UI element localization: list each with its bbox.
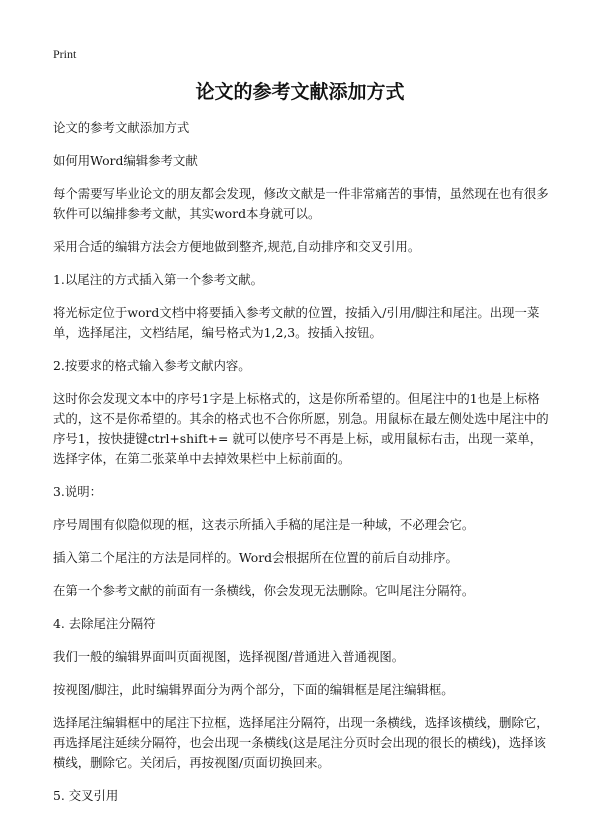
- paragraph: 在第一个参考文献的前面有一条横线，你会发现无法删除。它叫尾注分隔符。: [53, 583, 475, 598]
- paragraph: 采用合适的编辑方法会方便地做到整齐,规范,自动排序和交叉引用。: [53, 239, 421, 254]
- paragraph: 选择尾注编辑框中的尾注下拉框，选择尾注分隔符，出现一条横线，选择该横线，删除它，再选择尾注延续分隔符，也会出现一条横线(这是尾注分页时会出现的很长的横线)，选择该横线，删除它。关闭后，再按视图/页面切换回来。: [53, 715, 549, 770]
- paragraph: 按视图/脚注，此时编辑界面分为两个部分，下面的编辑框是尾注编辑框。: [53, 682, 454, 697]
- paragraph: 将光标定位于word文档中将要插入参考文献的位置，按插入/引用/脚注和尾注。出现一菜单，选择尾注，文档结尾，编号格式为1,2,3。按插入按钮。: [53, 305, 540, 340]
- paragraph: 插入第二个尾注的方法是同样的。Word会根据所在位置的前后自动排序。: [53, 550, 458, 565]
- section-heading: 4. 去除尾注分隔符: [53, 616, 156, 631]
- paragraph: 这时你会发现文本中的序号1字是上标格式的，这是你所希望的。但尾注中的1也是上标格式的，这不是你希望的。其余的格式也不合你所愿，别急。用鼠标在最左侧处选中尾注中的序号1，按快捷键ctrl+shift+= 就可以使序号不再是上标，或用鼠标右击，出现一菜单，选择字体，在第二张菜单中去掉效果栏中上标前面的。: [53, 391, 549, 466]
- paragraph: 序号周围有似隐似现的框，这表示所插入手稿的尾注是一种域，不必理会它。: [53, 517, 475, 532]
- section-heading: 1.以尾注的方式插入第一个参考文献。: [53, 272, 264, 287]
- paragraph: 我们一般的编辑界面叫页面视图，选择视图/普通进入普通视图。: [53, 649, 405, 664]
- document-body: [53, 118, 550, 819]
- paragraph: 如何用Word编辑参考文献: [53, 153, 198, 168]
- document-title: 论文的参考文献添加方式: [195, 81, 405, 103]
- section-heading: 2.按要求的格式输入参考文献内容。: [53, 358, 251, 373]
- paragraph: 每个需要写毕业论文的朋友都会发现，修改文献是一件非常痛苦的事情，虽然现在也有很多软件可以编排参考文献，其实word本身就可以。: [53, 186, 549, 221]
- section-heading: 3.说明：: [53, 484, 102, 499]
- section-heading: 5. 交叉引用: [53, 788, 119, 803]
- paragraph: 论文的参考文献添加方式: [53, 120, 190, 135]
- print-label: Print: [53, 47, 77, 61]
